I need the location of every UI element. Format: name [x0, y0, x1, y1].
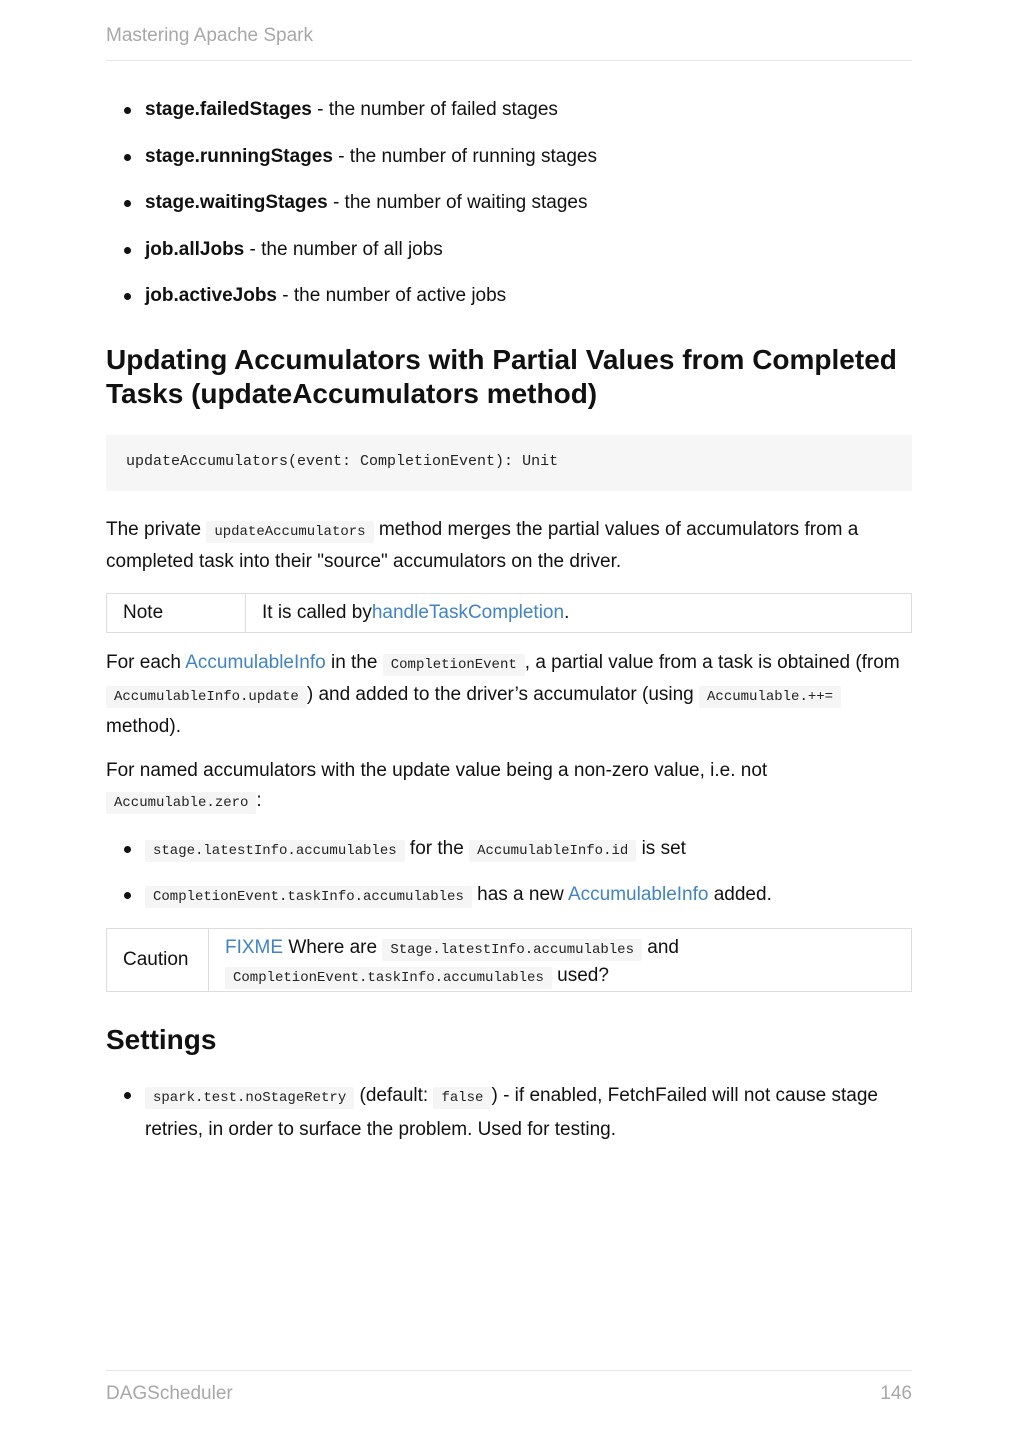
bullet-icon [124, 846, 131, 853]
accumulable-info-link[interactable]: AccumulableInfo [185, 652, 326, 673]
text: is set [636, 838, 686, 859]
text: The private [106, 519, 207, 540]
text: Where are [283, 937, 383, 958]
note-admonition [106, 593, 912, 633]
accumulator-update-list [106, 834, 912, 912]
bullet-icon [124, 200, 131, 207]
inline-code: CompletionEvent.taskInfo.accumulables [225, 967, 552, 989]
chapter-name: DAGScheduler [106, 1383, 233, 1404]
caution-admonition [106, 928, 912, 992]
metric-name: stage.waitingStages [145, 192, 328, 213]
paragraph-named-accumulators [106, 756, 912, 818]
text: added. [708, 884, 772, 905]
inline-code: Accumulable.zero [106, 792, 256, 814]
bullet-icon [124, 247, 131, 254]
list-item [106, 142, 912, 189]
inline-code: Stage.latestInfo.accumulables [382, 939, 642, 961]
accumulable-info-link[interactable]: AccumulableInfo [567, 884, 709, 905]
caution-content [209, 929, 679, 991]
list-item [106, 235, 912, 282]
fixme-link[interactable]: FIXME [225, 937, 284, 958]
text: ) - if enabled, FetchFailed will not cause stage retries, in order to surface the problem. Used for testing. [145, 1085, 878, 1140]
text: For each [106, 652, 186, 673]
text: method). [106, 716, 181, 737]
bullet-icon [124, 1092, 131, 1099]
metric-description: - the number of all jobs [244, 238, 443, 260]
metric-description: - the number of running stages [332, 145, 597, 167]
list-item [106, 188, 912, 235]
text: for the [404, 838, 470, 859]
text: For named accumulators with the update value being a non-zero value, i.e. not [106, 760, 768, 781]
footer-divider [106, 1370, 912, 1371]
bullet-icon [124, 293, 131, 300]
inline-code: spark.test.noStageRetry [145, 1087, 354, 1109]
metric-description: - the number of failed stages [311, 99, 558, 120]
code-block [106, 435, 912, 491]
page-number: 146 [880, 1383, 912, 1404]
text: ) and added to the driver’s accumulator (using [306, 684, 700, 705]
settings-list [106, 1080, 912, 1145]
list-item [106, 834, 912, 880]
running-header: Mastering Apache Spark [106, 25, 314, 46]
text: has a new [471, 884, 568, 905]
inline-code: updateAccumulators [206, 521, 373, 543]
header-divider [106, 60, 912, 61]
metric-name: stage.runningStages [145, 145, 333, 167]
inline-code: AccumulableInfo.id [469, 840, 636, 862]
inline-code: false [433, 1087, 491, 1109]
caution-label: Caution [107, 929, 209, 991]
section-heading-update-accumulators: Updating Accumulators with Partial Values from Completed Tasks (updateAccumulators method) [106, 344, 897, 409]
note-content [246, 594, 569, 632]
metric-description: - the number of waiting stages [327, 192, 588, 213]
bullet-icon [124, 107, 131, 114]
metric-description: - the number of active jobs [277, 285, 507, 306]
method-signature: updateAccumulators(event: CompletionEvent): Unit [126, 453, 559, 470]
metrics-list [106, 95, 912, 328]
text: , a partial value from a task is obtained (from [524, 652, 900, 673]
paragraph-for-each [106, 648, 912, 742]
note-label: Note [107, 594, 246, 632]
text: : [256, 790, 262, 811]
text: and [641, 937, 679, 958]
section-heading-settings: Settings [106, 1024, 217, 1055]
bullet-icon [124, 154, 131, 161]
inline-code: CompletionEvent.taskInfo.accumulables [145, 886, 472, 908]
list-item [106, 880, 912, 912]
list-item [106, 1080, 912, 1145]
inline-code: CompletionEvent [383, 654, 525, 676]
handle-task-completion-link[interactable]: handleTaskCompletion [371, 602, 565, 623]
metric-name: stage.failedStages [145, 99, 312, 120]
inline-code: AccumulableInfo.update [106, 686, 307, 708]
paragraph-description [106, 515, 912, 577]
inline-code: stage.latestInfo.accumulables [145, 840, 405, 862]
text: . [564, 602, 570, 623]
metric-name: job.activeJobs [145, 285, 277, 306]
text: used? [551, 965, 609, 986]
list-item [106, 95, 912, 142]
text: in the [325, 652, 383, 673]
text: It is called by [262, 602, 372, 623]
text: method merges the partial values of accumulators from a completed task into their "source" accumulators on the driver. [106, 519, 859, 572]
metric-name: job.allJobs [145, 238, 245, 260]
text: (default: [354, 1085, 434, 1106]
list-item [106, 281, 912, 328]
inline-code: Accumulable.++= [699, 686, 841, 708]
bullet-icon [124, 892, 131, 899]
